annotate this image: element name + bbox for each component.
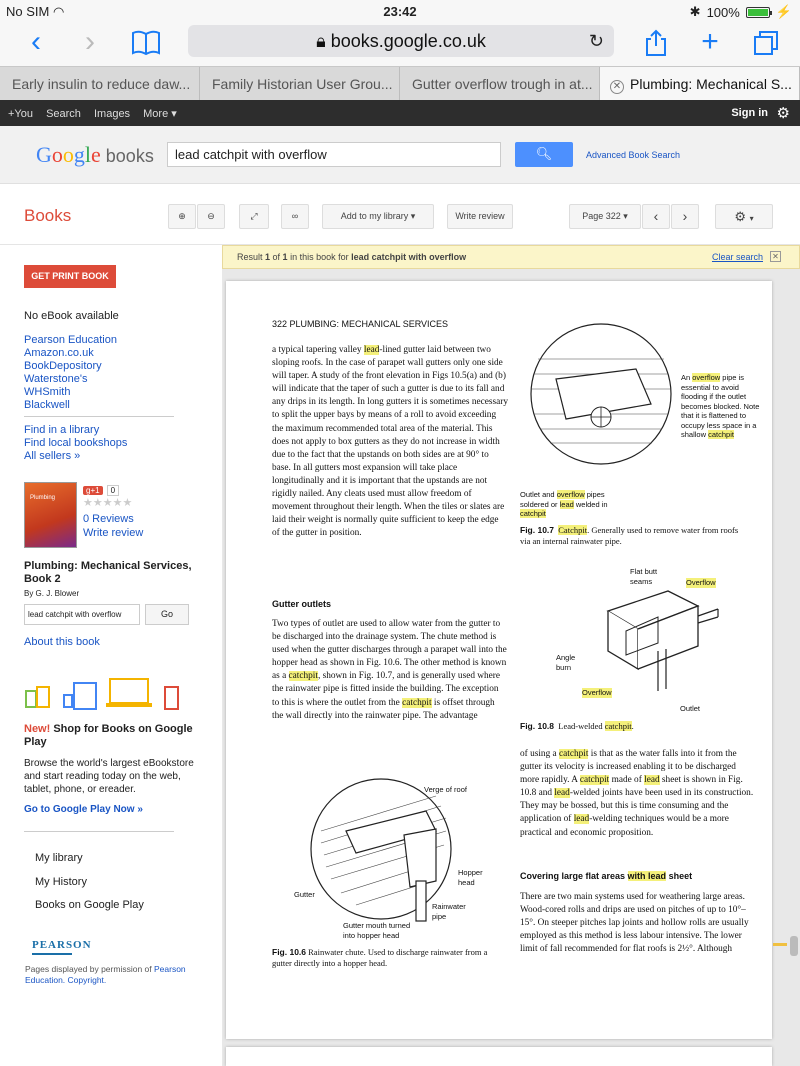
- gplus-count: 0: [107, 485, 119, 496]
- gbar-search[interactable]: Search: [46, 108, 81, 120]
- gbar-images[interactable]: Images: [93, 108, 131, 120]
- label-angle-burn: Angle burn: [556, 653, 576, 672]
- label-overflow-top: Overflow: [686, 578, 716, 587]
- section-heading: Covering large flat areas with lead sheet: [520, 871, 693, 881]
- divider: [24, 416, 174, 417]
- close-icon[interactable]: ✕: [770, 251, 781, 262]
- browser-tab-active[interactable]: ✕ Plumbing: Mechanical S...: [600, 67, 800, 101]
- search-in-book-input[interactable]: lead catchpit with overflow: [24, 604, 140, 625]
- label-outlet-pipes: Outlet and overflow pipes soldered or lead welded in catchpit: [520, 490, 608, 518]
- tab-strip: [0, 66, 800, 100]
- address-bar[interactable]: [188, 25, 614, 57]
- seller-link[interactable]: Blackwell: [24, 399, 70, 411]
- devices-illustration: [24, 677, 184, 711]
- seller-list: [24, 334, 117, 412]
- label-outlet: Outlet: [680, 704, 701, 713]
- pearson-logo[interactable]: PEARSON: [32, 939, 92, 951]
- search-input[interactable]: lead catchpit with overflow: [167, 142, 501, 167]
- book-author: By G. J. Blower: [24, 589, 80, 598]
- find-local-link[interactable]: Find local bookshops: [24, 437, 128, 449]
- all-sellers-link[interactable]: All sellers »: [24, 450, 81, 462]
- reviews-link[interactable]: 0 Reviews: [83, 513, 134, 525]
- write-review-link[interactable]: Write review: [83, 527, 144, 539]
- browser-toolbar: [0, 22, 800, 66]
- books-toolbar: [0, 184, 800, 245]
- get-print-book-button[interactable]: GET PRINT BOOK: [24, 265, 116, 288]
- share-icon[interactable]: [638, 26, 674, 60]
- body-text: There are two main systems used for weathering large areas. Wood-cored rolls and drips are used on pitches of up to 10°–15°. On steeper pitches lap joints and hollow rolls are usually employed as this method is less labour intensive. The lower limit of fall recommended for flat roofs is 2½°. Although: [520, 892, 749, 955]
- books-on-play-link[interactable]: Books on Google Play: [35, 899, 144, 911]
- my-history-link[interactable]: My History: [35, 876, 87, 888]
- body-text: Two types of outlet are used to allow water from the gutter to be discharged into the drainage system. The chute method is used when the gutter discharges through a parapet wall into the hopper head as shown in Fig. 10.6. The other method is known as a catchpit, shown in Fig. 10.7, and is generally used where the rainwater pipe is fitted inside the building. The exception to this is where the outlet from the catchpit is offset through the wall directly into the rainwater pipe. The advantage: [272, 619, 507, 721]
- gplus-button[interactable]: g+1: [83, 486, 103, 495]
- wifi-icon: ◠: [52, 4, 65, 19]
- search-hit-marker: [773, 943, 787, 946]
- books-title[interactable]: Books: [24, 206, 72, 225]
- write-review-button[interactable]: Write review: [447, 204, 513, 229]
- book-cover[interactable]: Plumbing: [24, 482, 77, 548]
- fig-10-8-caption: Fig. 10.8 Lead-welded catchpit.: [520, 721, 634, 731]
- label-flat-butt: Flat butt seams: [630, 567, 658, 586]
- no-ebook-label: No eBook available: [24, 310, 119, 322]
- lock-icon: 🔒︎: [316, 31, 326, 51]
- new-tab-icon[interactable]: +: [701, 25, 719, 58]
- clock: 23:42: [383, 4, 417, 19]
- label-overflow-note: An overflow pipe is essential to avoid flooding if the outlet becomes blocked. Note that it is flattened to occupy less space in a shallow catchpit: [681, 373, 760, 439]
- fullscreen-icon[interactable]: ⤢: [239, 204, 269, 229]
- search-result-bar: Result 1 of 1 in this book for lead catchpit with overflow Clear search ✕: [222, 245, 800, 269]
- seller-link[interactable]: WHSmith: [24, 386, 71, 398]
- browser-tab[interactable]: Family Historian User Grou...: [200, 67, 400, 101]
- label-overflow-bottom: Overflow: [582, 688, 612, 697]
- search-icon: 🔍︎: [535, 146, 553, 161]
- tabs-icon[interactable]: [748, 26, 784, 60]
- label-gutter: Gutter: [294, 890, 315, 899]
- battery-percent: 100%: [706, 4, 740, 20]
- label-verge: Verge of roof: [424, 785, 467, 794]
- google-bar: [0, 100, 800, 126]
- divider: [24, 831, 174, 832]
- body-text: of using a catchpit is that as the water falls into it from the gutter its velocity is increased enabling it to be discharged more rapidly. A catchpit made of lead sheet is shown in Fig. 10.8 and lead-welded joints have been used in its construction. They may be bossed, but this is time consuming and the application of lead-welding techniques would be a more practical and economic proposition.: [520, 749, 754, 838]
- url-text: books.google.co.uk: [330, 31, 486, 51]
- view-settings-icon[interactable]: ⚙ ▾: [715, 204, 773, 229]
- next-page-icon[interactable]: ›: [671, 204, 699, 229]
- my-library-link[interactable]: My library: [35, 852, 83, 864]
- google-books-logo[interactable]: Google books: [36, 142, 154, 167]
- seller-link[interactable]: Waterstone's: [24, 373, 88, 385]
- search-header: [0, 126, 800, 184]
- add-to-library-button[interactable]: Add to my library ▾: [322, 204, 434, 229]
- body-text: a typical tapering valley lead-lined gutter laid between two sloping roofs. In the case of parapet wall gutters only one side will taper. A study of the front elevation in Figs 10.5(a) and (b) will indicate that the taper of such a gutter is due to its fall and any drips in its length. In long gutters it is sometimes necessary to split the upper bays by means of a roll to avoid exceeding the maximum recommended total area of the material. This does not apply to box gutters as they do not increase in width due to the fact that the upstands on both sides are at 90° to base. In all gutters most expansion will take place longitudinally and it is important that the upstands are not rigidly nailed. Any cleats used must allow freedom of movement throughout their length. When the tiles or slates are laid their weight is normally quite sufficient to keep the edge of the gutter in position.: [272, 345, 509, 539]
- browser-tab[interactable]: Early insulin to reduce daw...: [0, 67, 200, 101]
- page-header: 322 PLUMBING: MECHANICAL SERVICES: [272, 319, 449, 329]
- about-book-link[interactable]: About this book: [24, 636, 100, 648]
- link-icon[interactable]: ∞: [281, 204, 309, 229]
- sidebar: [0, 245, 222, 1066]
- forward-icon[interactable]: ›: [85, 25, 95, 58]
- settings-gear-icon[interactable]: ⚙: [776, 105, 790, 122]
- next-page-edge: [226, 1047, 772, 1066]
- section-heading: Gutter outlets: [272, 599, 332, 609]
- bluetooth-icon: ✱: [689, 4, 701, 19]
- close-tab-icon[interactable]: ✕: [610, 80, 624, 94]
- zoom-in-icon[interactable]: ⊕: [168, 204, 196, 229]
- go-button[interactable]: Go: [145, 604, 189, 625]
- charging-icon: ⚡: [775, 4, 792, 19]
- back-icon[interactable]: ‹: [31, 25, 41, 58]
- sign-in-link[interactable]: Sign in: [731, 107, 768, 119]
- advanced-search-link[interactable]: Advanced Book Search: [586, 150, 681, 160]
- rating-stars: ★★★★★: [83, 497, 133, 509]
- play-promo-link[interactable]: Go to Google Play Now »: [24, 804, 143, 815]
- battery-icon: [746, 7, 770, 18]
- fig-10-6-caption: Fig. 10.6 Rainwater chute. Used to discharge rainwater from a gutter directly into a hopper head.: [272, 947, 488, 968]
- bookmarks-icon[interactable]: [128, 26, 164, 60]
- permission-text: Pages displayed by permission of Pearson Education. Copyright.: [25, 964, 186, 985]
- clear-search-link[interactable]: Clear search: [711, 252, 763, 262]
- status-bar: [0, 0, 800, 22]
- reload-icon[interactable]: ↻: [588, 31, 604, 51]
- seller-link[interactable]: BookDepository: [24, 360, 102, 372]
- zoom-out-icon[interactable]: ⊖: [197, 204, 225, 229]
- browser-tab[interactable]: Gutter overflow trough in at...: [400, 67, 600, 101]
- book-page: [226, 281, 772, 1039]
- figure-10-7-drawing: [526, 319, 676, 469]
- page-viewer[interactable]: [222, 269, 800, 1066]
- gbar-more[interactable]: More ▾: [143, 108, 177, 120]
- figure-10-8-drawing: [588, 571, 728, 701]
- label-hopper: Hopper head: [458, 868, 483, 887]
- book-title: Plumbing: Mechanical Services, Book 2: [24, 560, 192, 585]
- play-promo-title: New! Shop for Books on Google Play: [24, 723, 193, 748]
- prev-page-icon[interactable]: ‹: [642, 204, 670, 229]
- pearson-logo-underline: [32, 953, 72, 955]
- gbar-you[interactable]: +You: [8, 108, 33, 120]
- fig-10-7-caption: Fig. 10.7 Catchpit. Generally used to remove water from roofs via an internal rainwater pipe.: [520, 525, 739, 546]
- find-library-link[interactable]: Find in a library: [24, 424, 100, 436]
- carrier-label: No SIM ◠: [6, 4, 65, 19]
- label-mouth: Gutter mouth turned into hopper head: [343, 921, 411, 940]
- page-select[interactable]: Page 322 ▾: [569, 204, 641, 229]
- search-button[interactable]: [515, 142, 573, 167]
- scrollbar-thumb[interactable]: [790, 936, 798, 956]
- label-rainwater: Rainwater pipe: [432, 902, 466, 921]
- play-promo-text: Browse the world's largest eBookstore and start reading today on the web, tablet, phone, or ereader.: [24, 758, 194, 795]
- seller-link[interactable]: Amazon.co.uk: [24, 347, 94, 359]
- seller-link[interactable]: Pearson Education: [24, 334, 117, 346]
